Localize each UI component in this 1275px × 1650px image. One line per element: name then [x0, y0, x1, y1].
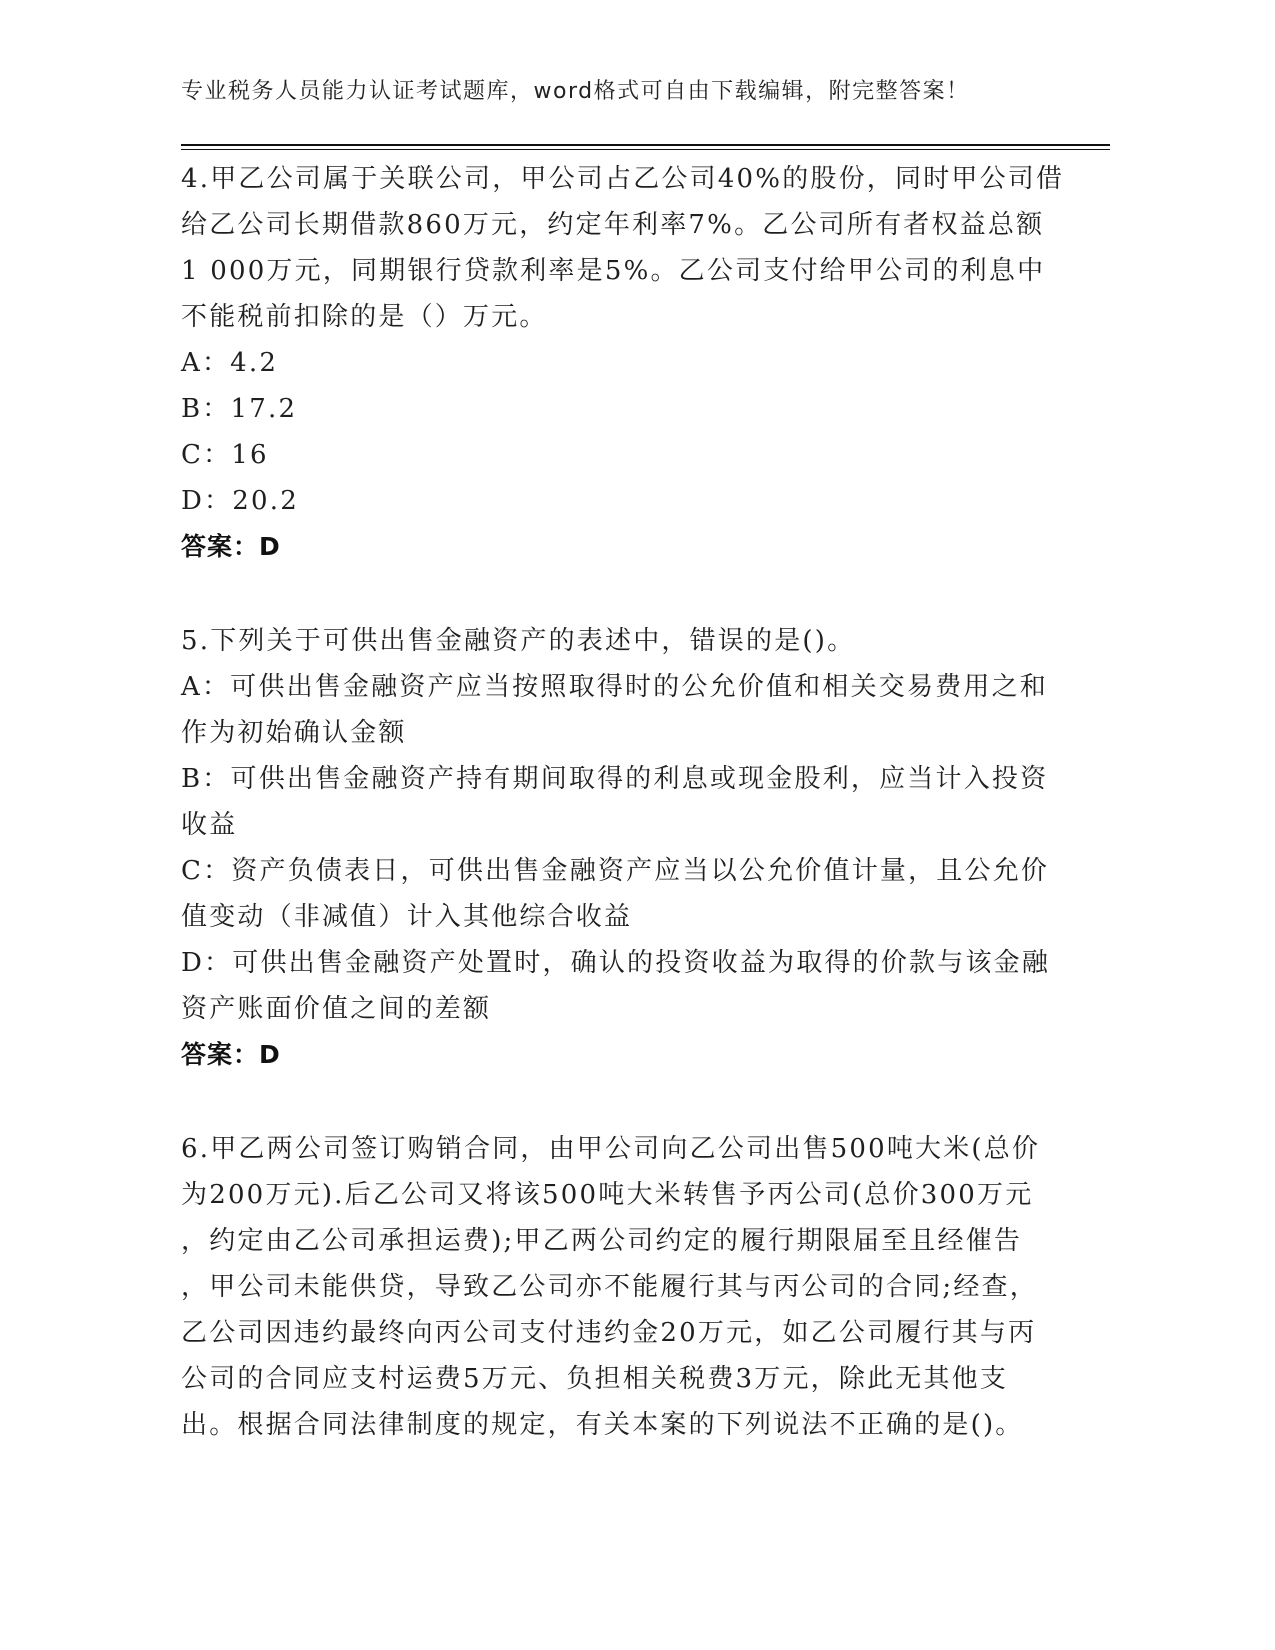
- question-5-option-b-line-2: 收益: [181, 810, 238, 840]
- question-4-stem-line-1: 4.甲乙公司属于关联公司，甲公司占乙公司40%的股份，同时甲公司借: [181, 164, 1065, 194]
- question-6-stem-line-2: 为200万元).后乙公司又将该500吨大米转售予丙公司(总价300万元: [181, 1180, 1034, 1210]
- question-4-stem-line-3: 1 000万元，同期银行贷款利率是5%。乙公司支付给甲公司的利息中: [181, 256, 1046, 286]
- question-spacer: [181, 1078, 1051, 1126]
- question-5-option-d-line-2: 资产账面价值之间的差额: [181, 994, 492, 1024]
- question-4-stem-line-2: 给乙公司长期借款860万元，约定年利率7%。乙公司所有者权益总额: [181, 210, 1045, 240]
- question-5-stem: 5.下列关于可供出售金融资产的表述中，错误的是()。: [181, 626, 856, 656]
- question-4-answer: 答案：D: [181, 532, 281, 561]
- question-5-option-c-line-1: C：资产负债表日，可供出售金融资产应当以公允价值计量，且公允价: [181, 856, 1050, 886]
- question-4-stem-line-4: 不能税前扣除的是（）万元。: [181, 302, 548, 332]
- question-5-answer: 答案：D: [181, 1040, 281, 1069]
- question-6-stem-line-1: 6.甲乙两公司签订购销合同，由甲公司向乙公司出售500吨大米(总价: [181, 1134, 1041, 1164]
- question-4-option-b: B：17.2: [181, 394, 298, 424]
- question-6-stem-line-3: ，约定由乙公司承担运费);甲乙两公司约定的履行期限届至且经催告: [181, 1226, 1023, 1256]
- question-6-stem-line-5: 乙公司因违约最终向丙公司支付违约金20万元，如乙公司履行其与丙: [181, 1318, 1037, 1348]
- question-6: [181, 1126, 1051, 1448]
- question-spacer: [181, 570, 1051, 618]
- question-6-stem-line-4: ，甲公司未能供贷，导致乙公司亦不能履行其与丙公司的合同;经查，: [181, 1272, 1038, 1302]
- question-4-option-a: A：4.2: [181, 348, 279, 378]
- question-6-stem-line-7: 出。根据合同法律制度的规定，有关本案的下列说法不正确的是()。: [181, 1410, 1024, 1440]
- question-5-option-b-line-1: B：可供出售金融资产持有期间取得的利息或现金股利，应当计入投资: [181, 764, 1049, 794]
- document-body: [181, 156, 1065, 1448]
- question-4-option-c: C：16: [181, 440, 269, 470]
- question-4: [181, 156, 1065, 570]
- question-5-option-a-line-2: 作为初始确认金额: [181, 718, 407, 748]
- page-header: 专业税务人员能力认证考试题库，word格式可自由下载编辑，附完整答案！: [181, 79, 970, 104]
- question-5: [181, 618, 1051, 1078]
- question-4-option-d: D：20.2: [181, 486, 299, 516]
- header-rule: [181, 144, 1110, 146]
- question-5-option-d-line-1: D：可供出售金融资产处置时，确认的投资收益为取得的价款与该金融: [181, 948, 1051, 978]
- question-6-stem-line-6: 公司的合同应支村运费5万元、负担相关税费3万元，除此无其他支: [181, 1364, 1009, 1394]
- question-5-option-c-line-2: 值变动（非减值）计入其他综合收益: [181, 902, 633, 932]
- question-5-option-a-line-1: A：可供出售金融资产应当按照取得时的公允价值和相关交易费用之和: [181, 672, 1048, 702]
